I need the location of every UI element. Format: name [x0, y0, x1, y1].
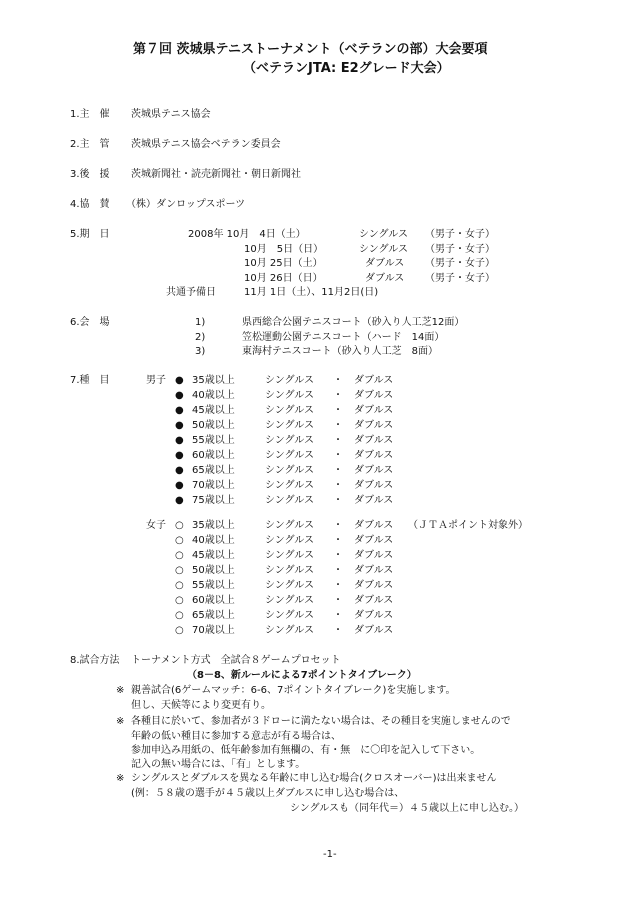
men-event-singles: シングルス: [265, 375, 314, 386]
women-event-bullet: ○: [175, 550, 184, 561]
men-event-bullet: ●: [175, 465, 184, 476]
men-event-singles: シングルス: [265, 435, 314, 446]
women-event-singles: シングルス: [265, 550, 314, 561]
women-event-doubles: ダブルス: [354, 580, 394, 591]
section-7-label: 7.種 目: [70, 375, 110, 386]
women-event-dot: ・: [333, 580, 343, 591]
section-3-label: 3.後 援: [70, 169, 110, 180]
women-event-bullet: ○: [175, 580, 184, 591]
men-event-doubles: ダブルス: [354, 465, 394, 476]
women-event-doubles: ダブルス: [354, 565, 394, 576]
note-text: シングルスも（同年代＝）４５歳以上に申し込む。）: [290, 803, 524, 814]
women-event-dot: ・: [333, 550, 343, 561]
note-mark: ※: [116, 685, 125, 696]
note-text: 各種目に於いて、参加者が３ドローに満たない場合は、その種目を実施しませんので: [131, 716, 511, 727]
note-text: 親善試合(6ゲームマッチ：6-6、7ポイントタイブレーク)を実施します。: [131, 685, 456, 696]
men-event-age: 45歳以上: [192, 405, 235, 416]
venue-number: 2): [195, 331, 206, 343]
men-event-singles: シングルス: [265, 450, 314, 461]
women-event-bullet: ○: [175, 565, 184, 576]
women-event-age: 35歳以上: [192, 520, 235, 531]
women-event-singles: シングルス: [265, 565, 314, 576]
note-text: 記入の無い場合には、「有」とします。: [131, 759, 306, 770]
format-line-2: （8－8、新ルールによる7ポイントタイブレーク）: [187, 670, 417, 681]
venue-name: 県西総合公園テニスコート（砂入り人工芝12面）: [242, 317, 465, 328]
note-text: (例：５８歳の選手が４５歳以上ダブルスに申し込む場合は、: [131, 788, 405, 799]
title-line-2: （ベテランJTA: E2グレード大会）: [243, 61, 450, 76]
men-event-age: 55歳以上: [192, 435, 235, 446]
men-event-doubles: ダブルス: [354, 495, 394, 506]
venue-number: 1): [195, 317, 206, 328]
date-row-gender: （男子・女子）: [425, 258, 495, 269]
men-event-singles: シングルス: [265, 405, 314, 416]
women-event-singles: シングルス: [265, 625, 314, 636]
women-event-bullet: ○: [175, 625, 184, 636]
section-4-label: 4.協 賛: [70, 199, 110, 210]
date-row-date: 10月 26日（日）: [244, 272, 323, 284]
men-event-doubles: ダブルス: [354, 450, 394, 461]
note-text: 参加申込み用紙の、低年齢参加有無欄の、有・無 に〇印を記入して下さい。: [131, 745, 481, 756]
men-event-singles: シングルス: [265, 480, 314, 491]
men-event-dot: ・: [333, 495, 343, 506]
women-event-doubles: ダブルス: [354, 595, 394, 606]
men-event-doubles: ダブルス: [354, 405, 394, 416]
men-event-age: 65歳以上: [192, 465, 235, 476]
men-event-dot: ・: [333, 480, 343, 491]
note-text: 年齢の低い種目に参加する意志が有る場合は、: [131, 731, 341, 742]
format-line-1: トーナメント方式 全試合８ゲームプロセット: [131, 655, 341, 666]
women-event-singles: シングルス: [265, 535, 314, 546]
venue-number: 3): [195, 346, 206, 357]
men-event-dot: ・: [333, 390, 343, 401]
men-event-age: 70歳以上: [192, 480, 235, 491]
section-3-value: 茨城新聞社・読売新聞社・朝日新聞社: [131, 169, 301, 180]
men-event-bullet: ●: [175, 375, 184, 386]
women-event-doubles: ダブルス: [354, 520, 394, 531]
women-event-dot: ・: [333, 610, 343, 621]
women-event-dot: ・: [333, 625, 343, 636]
men-event-singles: シングルス: [265, 465, 314, 476]
women-event-doubles: ダブルス: [354, 550, 394, 561]
women-event-age: 65歳以上: [192, 610, 235, 621]
women-event-bullet: ○: [175, 535, 184, 546]
women-event-dot: ・: [333, 595, 343, 606]
section-2-label: 2.主 管: [70, 139, 110, 150]
men-event-dot: ・: [333, 435, 343, 446]
women-event-age: 55歳以上: [192, 580, 235, 591]
men-event-singles: シングルス: [265, 420, 314, 431]
note-mark: ※: [116, 773, 125, 784]
section-5-label: 5.期 日: [70, 229, 110, 240]
men-event-doubles: ダブルス: [354, 435, 394, 446]
women-event-singles: シングルス: [265, 610, 314, 621]
date-row-gender: （男子・女子）: [425, 229, 495, 240]
date-row-date: 2008年 10月 4日（土）: [188, 229, 306, 240]
women-event-doubles: ダブルス: [354, 535, 394, 546]
title-line-1: 第７回 茨城県テニストーナメント（ベテランの部）大会要項: [133, 42, 488, 57]
men-event-bullet: ●: [175, 495, 184, 506]
section-6-label: 6.会 場: [70, 317, 110, 328]
date-row-event: ダブルス: [365, 272, 405, 284]
women-event-age: 50歳以上: [192, 565, 235, 576]
date-row-gender: （男子・女子）: [425, 272, 495, 284]
men-event-bullet: ●: [175, 450, 184, 461]
date-row-event: シングルス: [359, 229, 408, 240]
section-4-value: （株）ダンロップスポーツ: [126, 199, 246, 210]
page-number: -1-: [323, 849, 337, 860]
men-event-age: 35歳以上: [192, 375, 235, 386]
men-event-singles: シングルス: [265, 495, 314, 506]
section-1-value: 茨城県テニス協会: [131, 109, 211, 120]
women-event-age: 45歳以上: [192, 550, 235, 561]
women-event-bullet: ○: [175, 610, 184, 621]
women-event-singles: シングルス: [265, 520, 314, 531]
men-event-bullet: ●: [175, 480, 184, 491]
women-event-dot: ・: [333, 565, 343, 576]
venue-name: 笠松運動公園テニスコート（ハード 14面）: [242, 331, 445, 343]
men-event-dot: ・: [333, 405, 343, 416]
date-row-date: 10月 25日（土）: [244, 258, 323, 269]
men-event-bullet: ●: [175, 435, 184, 446]
men-event-age: 50歳以上: [192, 420, 235, 431]
women-event-bullet: ○: [175, 520, 184, 531]
women-event-doubles: ダブルス: [354, 625, 394, 636]
women-event-singles: シングルス: [265, 595, 314, 606]
note-mark: ※: [116, 716, 125, 727]
men-event-doubles: ダブルス: [354, 480, 394, 491]
women-event-age: 60歳以上: [192, 595, 235, 606]
women-note: （ＪＴＡポイント対象外）: [408, 520, 528, 531]
section-8-label: 8.試合方法: [70, 655, 120, 666]
men-event-age: 40歳以上: [192, 390, 235, 401]
date-row-gender: （男子・女子）: [425, 243, 495, 255]
women-event-doubles: ダブルス: [354, 610, 394, 621]
men-event-age: 60歳以上: [192, 450, 235, 461]
men-event-dot: ・: [333, 375, 343, 386]
date-row-date: 10月 5日（日）: [244, 243, 324, 255]
reserve-day-value: 11月 1日（土）、11月2日(日): [244, 287, 379, 298]
date-row-event: ダブルス: [365, 258, 405, 269]
women-label: 女子: [146, 520, 166, 531]
note-text: 但し、天候等により変更有り。: [131, 700, 271, 711]
women-event-age: 70歳以上: [192, 625, 235, 636]
date-row-event: シングルス: [359, 243, 408, 255]
men-event-age: 75歳以上: [192, 495, 235, 506]
reserve-day-label: 共通予備日: [166, 287, 216, 298]
men-event-doubles: ダブルス: [354, 390, 394, 401]
women-event-dot: ・: [333, 520, 343, 531]
men-event-bullet: ●: [175, 390, 184, 401]
women-event-bullet: ○: [175, 595, 184, 606]
men-event-dot: ・: [333, 450, 343, 461]
men-event-singles: シングルス: [265, 390, 314, 401]
women-event-dot: ・: [333, 535, 343, 546]
men-event-bullet: ●: [175, 420, 184, 431]
women-event-age: 40歳以上: [192, 535, 235, 546]
men-event-doubles: ダブルス: [354, 375, 394, 386]
section-2-value: 茨城県テニス協会ベテラン委員会: [131, 139, 281, 150]
note-text: シングルスとダブルスを異なる年齢に申し込む場合(クロスオーバー)は出来ません: [131, 773, 497, 784]
men-event-bullet: ●: [175, 405, 184, 416]
women-event-singles: シングルス: [265, 580, 314, 591]
men-label: 男子: [146, 375, 166, 386]
men-event-dot: ・: [333, 465, 343, 476]
men-event-dot: ・: [333, 420, 343, 431]
section-1-label: 1.主 催: [70, 109, 110, 120]
men-event-doubles: ダブルス: [354, 420, 394, 431]
venue-name: 東海村テニスコート（砂入り人工芝 8面）: [242, 346, 438, 357]
